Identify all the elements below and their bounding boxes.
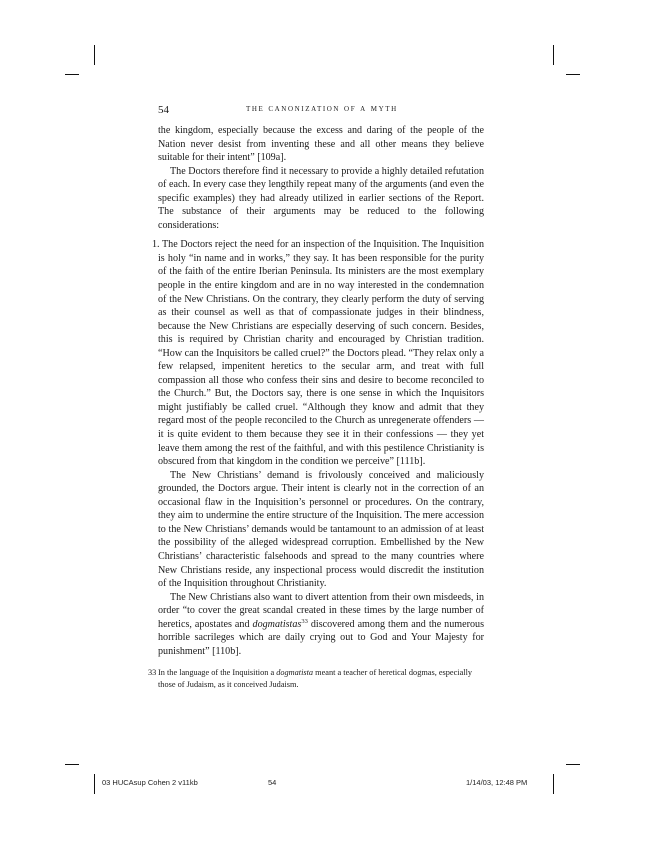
slug-filename: 03 HUCAsup Cohen 2 v11kb	[102, 778, 198, 787]
paragraph-text: discovered among them and the numerous horrible sacrileges which are daily crying out to God and Your Majesty for punishment” [110b].	[158, 618, 484, 657]
running-title: the canonization of a myth	[246, 104, 398, 114]
footnote-text-part: meant a teacher of heretical dogmas, especially those of Judaism, as it conceived Judaism.	[158, 668, 473, 689]
footnote-reference[interactable]: 33	[301, 617, 308, 625]
crop-mark	[65, 74, 79, 75]
slug-datetime: 1/14/03, 12:48 PM	[466, 778, 528, 787]
crop-mark	[65, 764, 79, 765]
footnote	[148, 667, 484, 690]
crop-mark	[553, 45, 554, 65]
paragraph	[158, 591, 484, 659]
footnote-number: 33	[148, 668, 157, 677]
footnote-text-part: In the language of the Inquisition a	[158, 668, 277, 677]
crop-mark	[94, 45, 95, 65]
page-number: 54	[158, 104, 169, 116]
crop-mark	[566, 764, 580, 765]
paragraph: The New Christians’ demand is frivolously conceived and maliciously grounded, the Doctors argue. Their intent is clearly not in the correction of an occasional flaw in the Inquisition’s personnel or procedures. On the contrary, they aim to undermine the entire structure of the Inquisition. The mere accession to the New Christians’ demands would be tantamount to an admission of at least the possibility of the alleged widespread corruption. Embellished by the New Christians’ characteristic falsehoods and spread to the many countries where New Christians reside, any inspectional process would discredit the institution of the Inquisition throughout Christianity.	[158, 469, 484, 590]
paragraph: The Doctors therefore find it necessary to provide a highly detailed refutation of each. In every case they lengthily repeat many of the arguments (and even the specific examples) they had already utilized in earlier sections of the Report. The substance of their arguments may be reduced to the following considerations:	[158, 165, 484, 231]
paragraph-text: The New Christians also want to divert attention from their own misdeeds, in order “to cover the great scandal created in these times by the large number of heretics, apostates and	[158, 591, 484, 630]
crop-mark	[94, 774, 95, 794]
paragraph: the kingdom, especially because the excess and daring of the people of the Nation never desist from inventing these and all other means they believe suitable for their intent” [109a].	[158, 125, 484, 164]
footnote-text	[158, 667, 484, 690]
crop-mark	[553, 774, 554, 794]
crop-mark	[566, 74, 580, 75]
numbered-paragraph: 1. The Doctors reject the need for an inspection of the Inquisition. The Inquisition is holy “in name and in works,” they say. It has been responsible for the purity of the faith of the entire Iberian Peninsula. Its ministers are the most exemplary people in the entire kingdom and are in no way interested in the condemnation of the New Christians. On the contrary, they clearly perform the duty of serving as their counsel as well as that of compassionate judges in their blindness, because the New Christians are especially deserving of such concern. Besides, this is required by Christian charity and encouraged by Christian tradition. “How can the Inquisitors be called cruel?” the Doctors plead. “They relax only a few relapsed, impenitent heretics to the secular arm, and treat with full compassion all those who confess their sins and desire to become reconciled to the Church.” But, the Doctors say, there is one sense in which the Inquisitors might justifiably be called cruel. “Although they know and admit that they regard most of the people reconciled to the Church as unregenerate offenders — it is quite evident to them because they see it in their confessions — they yet leave them among the rest of the faithful, and with this pestilence Christianity is obscured from that kingdom in the condition we perceive” [111b].	[152, 239, 484, 468]
italic-term: dogmatista	[276, 668, 314, 677]
main-text	[152, 124, 484, 658]
slug-page: 54	[268, 778, 277, 787]
italic-term: dogmatistas	[252, 618, 302, 630]
